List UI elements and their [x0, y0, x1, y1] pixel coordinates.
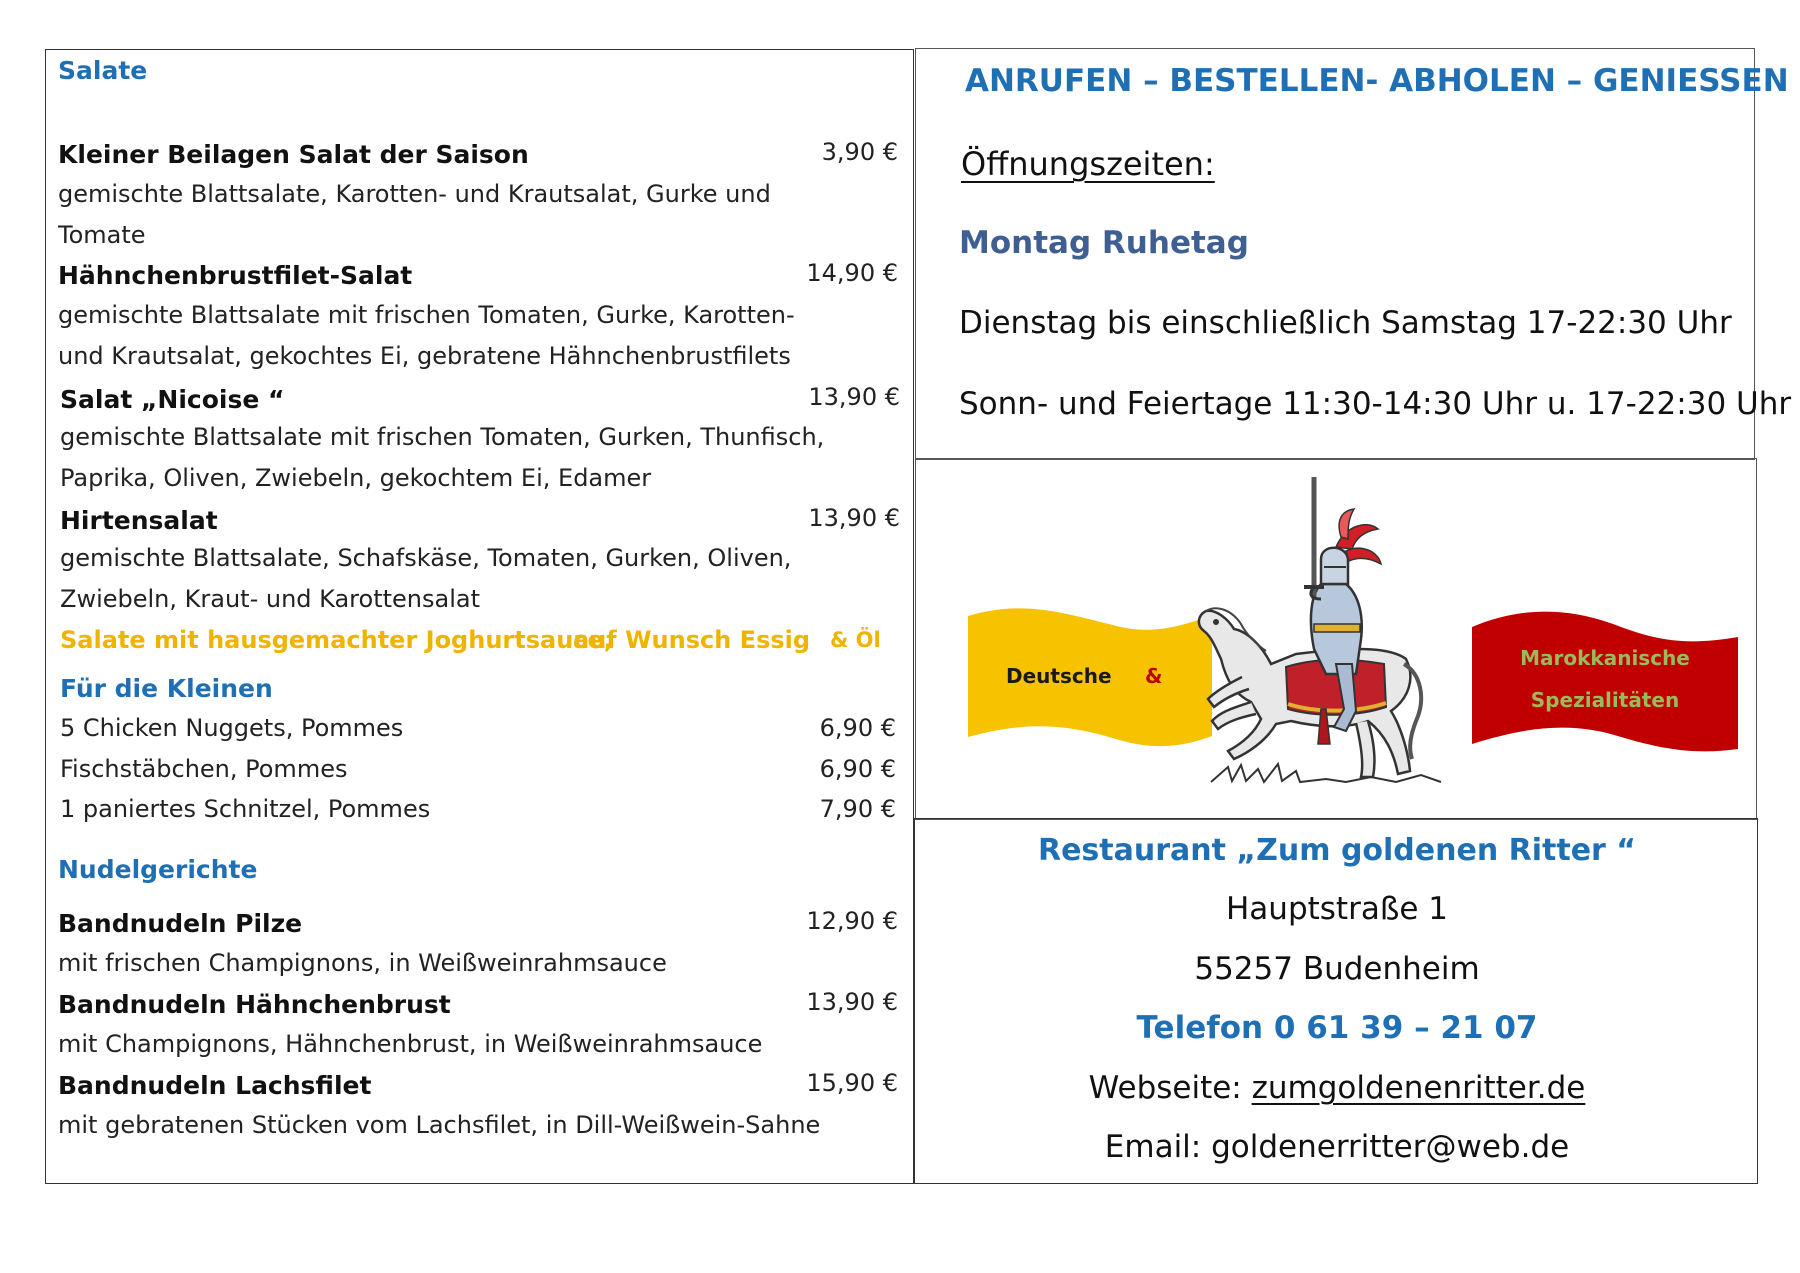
- menu-item-price: 3,90 €: [821, 138, 898, 166]
- right-banner-line2: Spezialitäten: [1530, 688, 1680, 712]
- menu-item-name: Kleiner Beilagen Salat der Saison: [58, 140, 529, 169]
- menu-item-desc: mit Champignons, Hähnchenbrust, in Weißweinrahmsauce: [58, 1030, 763, 1058]
- hours-weekdays: Dienstag bis einschließlich Samstag 17-22:30 Uhr: [959, 305, 1732, 341]
- hours-label: Öffnungszeiten:: [961, 145, 1215, 183]
- pasta-heading: Nudelgerichte: [58, 855, 258, 884]
- kids-heading: Für die Kleinen: [60, 674, 273, 703]
- slogan: ANRUFEN – BESTELLEN- ABHOLEN – GENIESSEN: [965, 63, 1789, 99]
- menu-item-price: 15,90 €: [806, 1069, 898, 1097]
- right-banner-line1: Marokkanische: [1520, 646, 1690, 670]
- opening-hours-panel: [915, 48, 1792, 460]
- website-label: Webseite:: [1088, 1070, 1242, 1106]
- restaurant-name: Restaurant „Zum goldenen Ritter “: [1037, 833, 1637, 868]
- menu-item-desc: gemischte Blattsalate, Schafskäse, Tomaten, Gurken, Oliven,: [60, 544, 792, 572]
- menu-item-desc: gemischte Blattsalate mit frischen Tomaten, Gurke, Karotten-: [58, 301, 795, 329]
- dressing-note: Salate mit hausgemachter Joghurtsauce,: [60, 626, 613, 654]
- menu-panel: [45, 49, 914, 1184]
- hours-sunday: Sonn- und Feiertage 11:30-14:30 Uhr u. 17-22:30 Uhr: [959, 386, 1792, 422]
- menu-item-name: Salat „Nicoise “: [60, 385, 285, 414]
- email-line: Email: goldenerritter@web.de: [1104, 1129, 1570, 1165]
- knight-on-horse-icon: [1199, 477, 1441, 782]
- menu-item-price: 7,90 €: [819, 795, 896, 823]
- menu-item-desc: gemischte Blattsalate mit frischen Tomaten, Gurken, Thunfisch,: [60, 423, 825, 451]
- street-address: Hauptstraße 1: [1225, 891, 1448, 927]
- menu-item-name: Hähnchenbrustfilet-Salat: [58, 261, 413, 290]
- menu-item-desc: mit gebratenen Stücken vom Lachsfilet, in Dill-Weißwein-Sahne: [58, 1111, 821, 1139]
- menu-item-desc: Tomate: [58, 221, 146, 249]
- moroccan-flag-banner: [1472, 612, 1738, 752]
- menu-item-name: Bandnudeln Hähnchenbrust: [58, 990, 451, 1019]
- menu-item-name: Bandnudeln Lachsfilet: [58, 1071, 372, 1100]
- menu-item-price: 13,90 €: [806, 988, 898, 1016]
- website-link[interactable]: zumgoldenenritter.de: [1251, 1070, 1586, 1106]
- menu-item-desc: Paprika, Oliven, Zwiebeln, gekochtem Ei, Edamer: [60, 464, 652, 492]
- menu-item-desc: mit frischen Champignons, in Weißweinrahmsauce: [58, 949, 667, 977]
- left-banner-amp: &: [1145, 664, 1163, 688]
- dressing-note-oel: & Öl: [830, 628, 881, 652]
- contact-panel: [914, 818, 1758, 1184]
- salads-heading: Salate: [58, 56, 148, 85]
- menu-item-price: 12,90 €: [806, 907, 898, 935]
- menu-item-price: 6,90 €: [819, 755, 896, 783]
- menu-item-desc: gemischte Blattsalate, Karotten- und Krautsalat, Gurke und: [58, 180, 771, 208]
- menu-item-desc: Zwiebeln, Kraut- und Karottensalat: [60, 585, 480, 613]
- menu-item-price: 13,90 €: [808, 504, 900, 532]
- menu-item-desc: und Krautsalat, gekochtes Ei, gebratene Hähnchenbrustfilets: [58, 342, 791, 370]
- closed-day: Montag Ruhetag: [959, 225, 1249, 261]
- restaurant-logo: [916, 459, 1758, 821]
- menu-item-price: 13,90 €: [808, 383, 900, 411]
- logo-panel: [915, 458, 1757, 820]
- website-line: [915, 1070, 1759, 1106]
- menu-item-name: Hirtensalat: [60, 506, 218, 535]
- city-address: 55257 Budenheim: [1194, 951, 1480, 987]
- menu-item-name: Fischstäbchen, Pommes: [60, 755, 348, 783]
- left-banner-text: Deutsche: [1006, 664, 1112, 688]
- phone-number: Telefon 0 61 39 – 21 07: [1136, 1010, 1538, 1046]
- menu-item-name: 1 paniertes Schnitzel, Pommes: [60, 795, 431, 823]
- menu-item-price: 14,90 €: [806, 259, 898, 287]
- dressing-note-essig: auf Wunsch Essig: [573, 626, 811, 654]
- menu-item-name: 5 Chicken Nuggets, Pommes: [60, 714, 404, 742]
- menu-item-price: 6,90 €: [819, 714, 896, 742]
- menu-item-name: Bandnudeln Pilze: [58, 909, 303, 938]
